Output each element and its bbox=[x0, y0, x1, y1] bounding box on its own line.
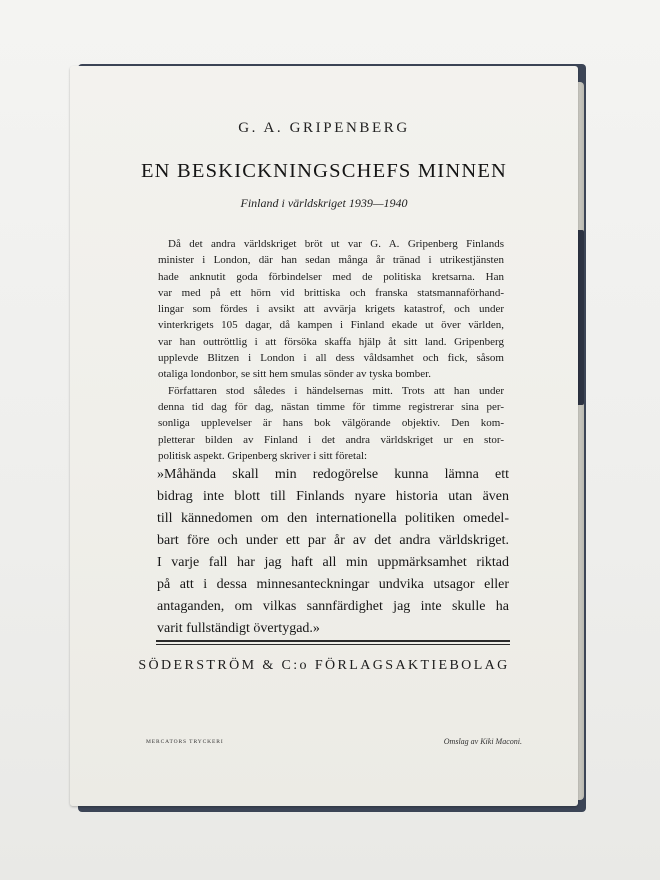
publisher-name: SÖDERSTRÖM & C:o FÖRLAGSAKTIEBOLAG bbox=[138, 658, 510, 673]
blurb-line: pletterar bilden av Finland i det andra världskriget ur en stor- bbox=[158, 433, 504, 446]
quote-line: I varje fall har jag haft all min uppmärksamhet riktad bbox=[157, 555, 509, 570]
printer-credit: MERCATORS TRYCKERI bbox=[146, 739, 224, 745]
quote-line: bidrag inte blott till Finlands nyare historia utan även bbox=[157, 489, 509, 504]
book-title: EN BESKICKNINGSCHEFS MINNEN bbox=[140, 160, 508, 182]
book-subtitle: Finland i världskriget 1939—1940 bbox=[240, 196, 408, 210]
blurb-line: Då det andra världskriget bröt ut var G. A. Gripenberg Finlands bbox=[168, 238, 504, 250]
blurb-line: sonliga upplevelser är hans bok välgörande objektiv. Den kom- bbox=[158, 417, 504, 430]
blurb-line: vinterkrigets 105 dagar, då kampen i Finland ekade ut över världen, bbox=[158, 319, 504, 332]
blurb-line: denna tid dag för dag, nästan timme för timme registrerar sina per- bbox=[158, 400, 504, 413]
divider-rule-thin bbox=[156, 644, 510, 645]
blurb-line: minister i London, där han sedan många år tränad i utrikestjänsten bbox=[158, 254, 504, 267]
blurb-line: otaliga londonbor, se sitt hem smulas sönder av tyska bomber. bbox=[158, 368, 431, 381]
quote-line: varit fullständigt övertygad.» bbox=[157, 621, 320, 636]
cover-designer-credit: Omslag av Kiki Maconi. bbox=[443, 737, 522, 746]
blurb-line: hade anknutit goda förbindelser med de politiska kretsarna. Han bbox=[158, 270, 504, 283]
book-back-cover bbox=[70, 66, 578, 806]
author-name: G. A. GRIPENBERG bbox=[238, 120, 410, 136]
blurb-line: Författaren stod således i händelsernas mitt. Trots att han under bbox=[168, 384, 504, 397]
divider-rule bbox=[156, 640, 510, 642]
blurb-line: var han outtröttlig i att försöka skaffa hjälp åt sitt land. Gripenberg bbox=[158, 335, 504, 348]
blurb-line: var med på ett hörn vid brittiska och franska statsmannaförhand- bbox=[158, 286, 504, 299]
blurb-line: lingar som fördes i avsikt att avvärja krigets katastrof, och under bbox=[158, 303, 504, 316]
quote-line: »Måhända skall min redogörelse kunna lämna ett bbox=[157, 467, 509, 482]
blurb-line: politisk aspekt. Gripenberg skriver i sitt företal: bbox=[158, 449, 368, 462]
blurb-line: upplevde Blitzen i London i all dess våldsamhet och fick, såsom bbox=[158, 352, 504, 365]
quote-line: på att i dessa minnesanteckningar undvika utsagor eller bbox=[157, 577, 509, 592]
quote-line: bart före och under ett par år av det andra världskriget. bbox=[157, 533, 509, 548]
blurb-text bbox=[158, 236, 504, 464]
quote-line: antaganden, om vilkas sannfärdighet jag inte skulle ha bbox=[157, 599, 509, 614]
quote-line: till kännedomen om den internationella politiken omedel- bbox=[157, 511, 509, 526]
foreword-quote bbox=[157, 464, 509, 640]
